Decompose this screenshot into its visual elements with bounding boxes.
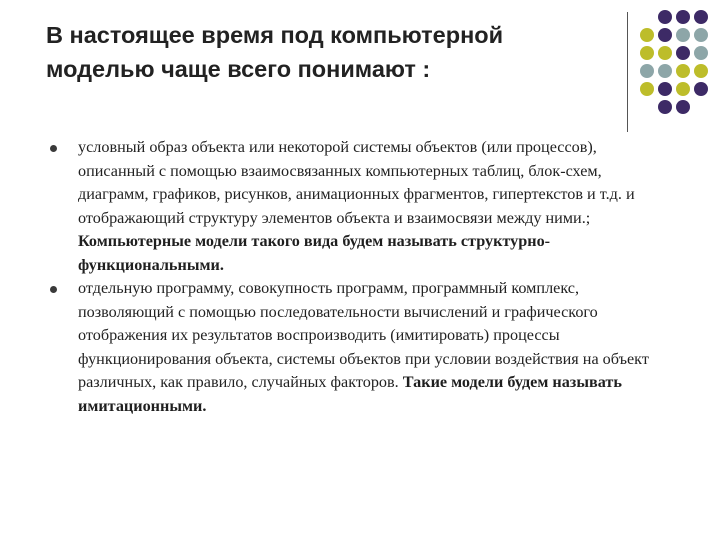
decorative-dot bbox=[658, 28, 672, 42]
decorative-dot bbox=[676, 100, 690, 114]
decorative-dot bbox=[694, 82, 708, 96]
bullet-dot-icon bbox=[50, 145, 57, 152]
decorative-dot bbox=[640, 28, 654, 42]
decorative-dot bbox=[676, 64, 690, 78]
bullet-emphasis: Такие модели будем называть имитационными. bbox=[78, 373, 622, 415]
decorative-dot bbox=[640, 64, 654, 78]
decorative-dot bbox=[694, 10, 708, 24]
decorative-dot bbox=[658, 10, 672, 24]
bullet-dot-icon bbox=[50, 286, 57, 293]
decorative-dot bbox=[640, 46, 654, 60]
bullet-item bbox=[46, 136, 666, 277]
decorative-dot bbox=[694, 46, 708, 60]
decorative-dot-grid bbox=[640, 10, 720, 120]
bullet-text: отдельную программу, совокупность программ, программный комплекс, позволяющий с помощью последовательности вычислений и графического отображения их результатов воспроизводить (имитировать) процессы функционирования объекта, системы объектов при условии воздействия на объект различных, как правило, случайных факторов. bbox=[78, 279, 649, 391]
bullet-emphasis: Компьютерные модели такого вида будем называть структурно-функциональными. bbox=[78, 232, 551, 274]
decorative-dot bbox=[658, 100, 672, 114]
decorative-dot bbox=[640, 82, 654, 96]
bullet-list bbox=[46, 136, 666, 418]
title-line-1: В настоящее время под компьютерной bbox=[46, 22, 504, 48]
bullet-text: условный образ объекта или некоторой системы объектов (или процессов), описанный с помощью взаимосвязанных компьютерных таблиц, блок-схем, диаграмм, графиков, рисунков, анимационных фрагментов, гипертекстов и т.д. и отображающий структуру элементов объекта и взаимосвязи между ними.; bbox=[78, 138, 635, 227]
decorative-dot bbox=[676, 10, 690, 24]
title-line-2: моделью чаще всего понимают : bbox=[46, 56, 431, 82]
slide-title bbox=[46, 18, 606, 86]
decorative-dot bbox=[694, 64, 708, 78]
decorative-dot bbox=[658, 64, 672, 78]
decorative-dot bbox=[676, 46, 690, 60]
bullet-item bbox=[46, 277, 666, 418]
decorative-dot bbox=[658, 46, 672, 60]
decorative-dot bbox=[694, 28, 708, 42]
divider-line bbox=[627, 12, 628, 132]
decorative-dot bbox=[676, 28, 690, 42]
decorative-dot bbox=[658, 82, 672, 96]
decorative-dot bbox=[676, 82, 690, 96]
